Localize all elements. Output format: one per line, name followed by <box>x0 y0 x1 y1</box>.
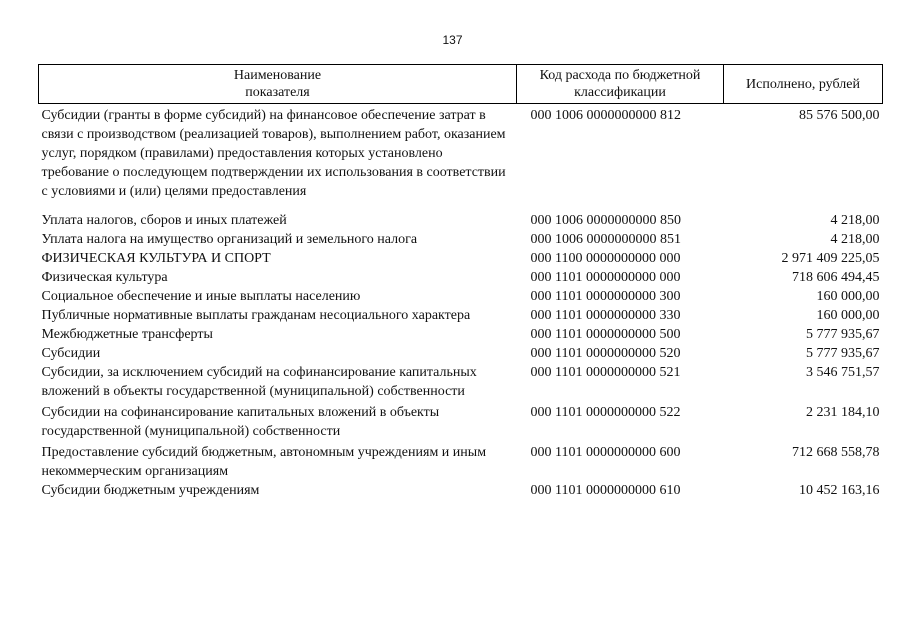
row-code: 000 1101 0000000000 300 <box>530 289 681 304</box>
row-name: Социальное обеспечение и иные выплаты населению <box>41 289 361 304</box>
row-code: 000 1100 0000000000 000 <box>530 251 681 266</box>
row-name: Субсидии на софинансирование капитальных вложений в объекты государственной (муниципальной) собственности <box>41 405 440 439</box>
row-code: 000 1101 0000000000 600 <box>530 445 681 460</box>
name-header-line-2: показателя <box>245 85 310 100</box>
row-code: 000 1101 0000000000 610 <box>530 483 681 498</box>
page-number: 137 <box>442 33 463 47</box>
row-amount: 160 000,00 <box>816 308 880 323</box>
table-row <box>39 249 883 268</box>
code-column-header <box>517 65 724 104</box>
row-amount: 5 777 935,67 <box>806 327 880 342</box>
row-amount: 85 576 500,00 <box>799 108 880 123</box>
row-amount: 10 452 163,16 <box>799 483 880 498</box>
row-amount: 3 546 751,57 <box>806 365 880 380</box>
name-column-header <box>39 65 517 104</box>
table-row <box>39 363 883 401</box>
row-name: Субсидии <box>41 346 101 361</box>
row-amount: 2 971 409 225,05 <box>781 251 880 266</box>
table-row <box>39 104 883 202</box>
table-row <box>39 325 883 344</box>
table-row <box>39 344 883 363</box>
table-row <box>39 201 883 230</box>
budget-execution-table <box>38 64 883 500</box>
table-row <box>39 441 883 481</box>
row-code: 000 1101 0000000000 520 <box>530 346 681 361</box>
row-name: Субсидии (гранты в форме субсидий) на финансовое обеспечение затрат в связи с производством (реализацией товаров), выполнением работ, оказанием услуг, порядком (правилами) предоставления которых установлено требование о последующем подтверждении их использования в соответствии с условиями и (или) целями предоставления <box>41 108 506 199</box>
table-row <box>39 481 883 500</box>
amount-column-header: Исполнено, рублей <box>724 65 883 104</box>
row-name: Уплата налогов, сборов и иных платежей <box>41 213 287 228</box>
table-header-row <box>39 65 883 104</box>
row-code: 000 1101 0000000000 521 <box>530 365 681 380</box>
table-row <box>39 268 883 287</box>
row-name: Физическая культура <box>41 270 168 285</box>
row-amount: 2 231 184,10 <box>806 405 880 420</box>
row-amount: 4 218,00 <box>830 213 880 228</box>
row-name: Субсидии бюджетным учреждениям <box>41 483 260 498</box>
row-code: 000 1006 0000000000 850 <box>530 213 681 228</box>
row-name: Публичные нормативные выплаты гражданам несоциального характера <box>41 308 471 323</box>
row-code: 000 1006 0000000000 812 <box>530 108 681 123</box>
row-amount: 712 668 558,78 <box>792 445 880 460</box>
row-amount: 4 218,00 <box>830 232 880 247</box>
row-name: ФИЗИЧЕСКАЯ КУЛЬТУРА И СПОРТ <box>41 251 271 266</box>
row-amount: 5 777 935,67 <box>806 346 880 361</box>
table-row <box>39 306 883 325</box>
row-amount: 718 606 494,45 <box>792 270 880 285</box>
table-row <box>39 401 883 441</box>
row-code: 000 1006 0000000000 851 <box>530 232 681 247</box>
row-code: 000 1101 0000000000 500 <box>530 327 681 342</box>
row-name: Уплата налога на имущество организаций и земельного налога <box>41 232 418 247</box>
table-row <box>39 230 883 249</box>
row-code: 000 1101 0000000000 330 <box>530 308 681 323</box>
row-code: 000 1101 0000000000 000 <box>530 270 681 285</box>
code-header-line-2: классификации <box>574 85 666 100</box>
row-name: Предоставление субсидий бюджетным, автономным учреждениям и иным некоммерческим организациям <box>41 445 487 479</box>
name-header-line-1: Наименование <box>233 68 322 83</box>
row-amount: 160 000,00 <box>816 289 880 304</box>
table-row <box>39 287 883 306</box>
row-name: Межбюджетные трансферты <box>41 327 213 342</box>
row-code: 000 1101 0000000000 522 <box>530 405 681 420</box>
code-header-line-1: Код расхода по бюджетной <box>539 68 701 83</box>
row-name: Субсидии, за исключением субсидий на софинансирование капитальных вложений в объекты государственной (муниципальной) собственности <box>41 365 477 399</box>
